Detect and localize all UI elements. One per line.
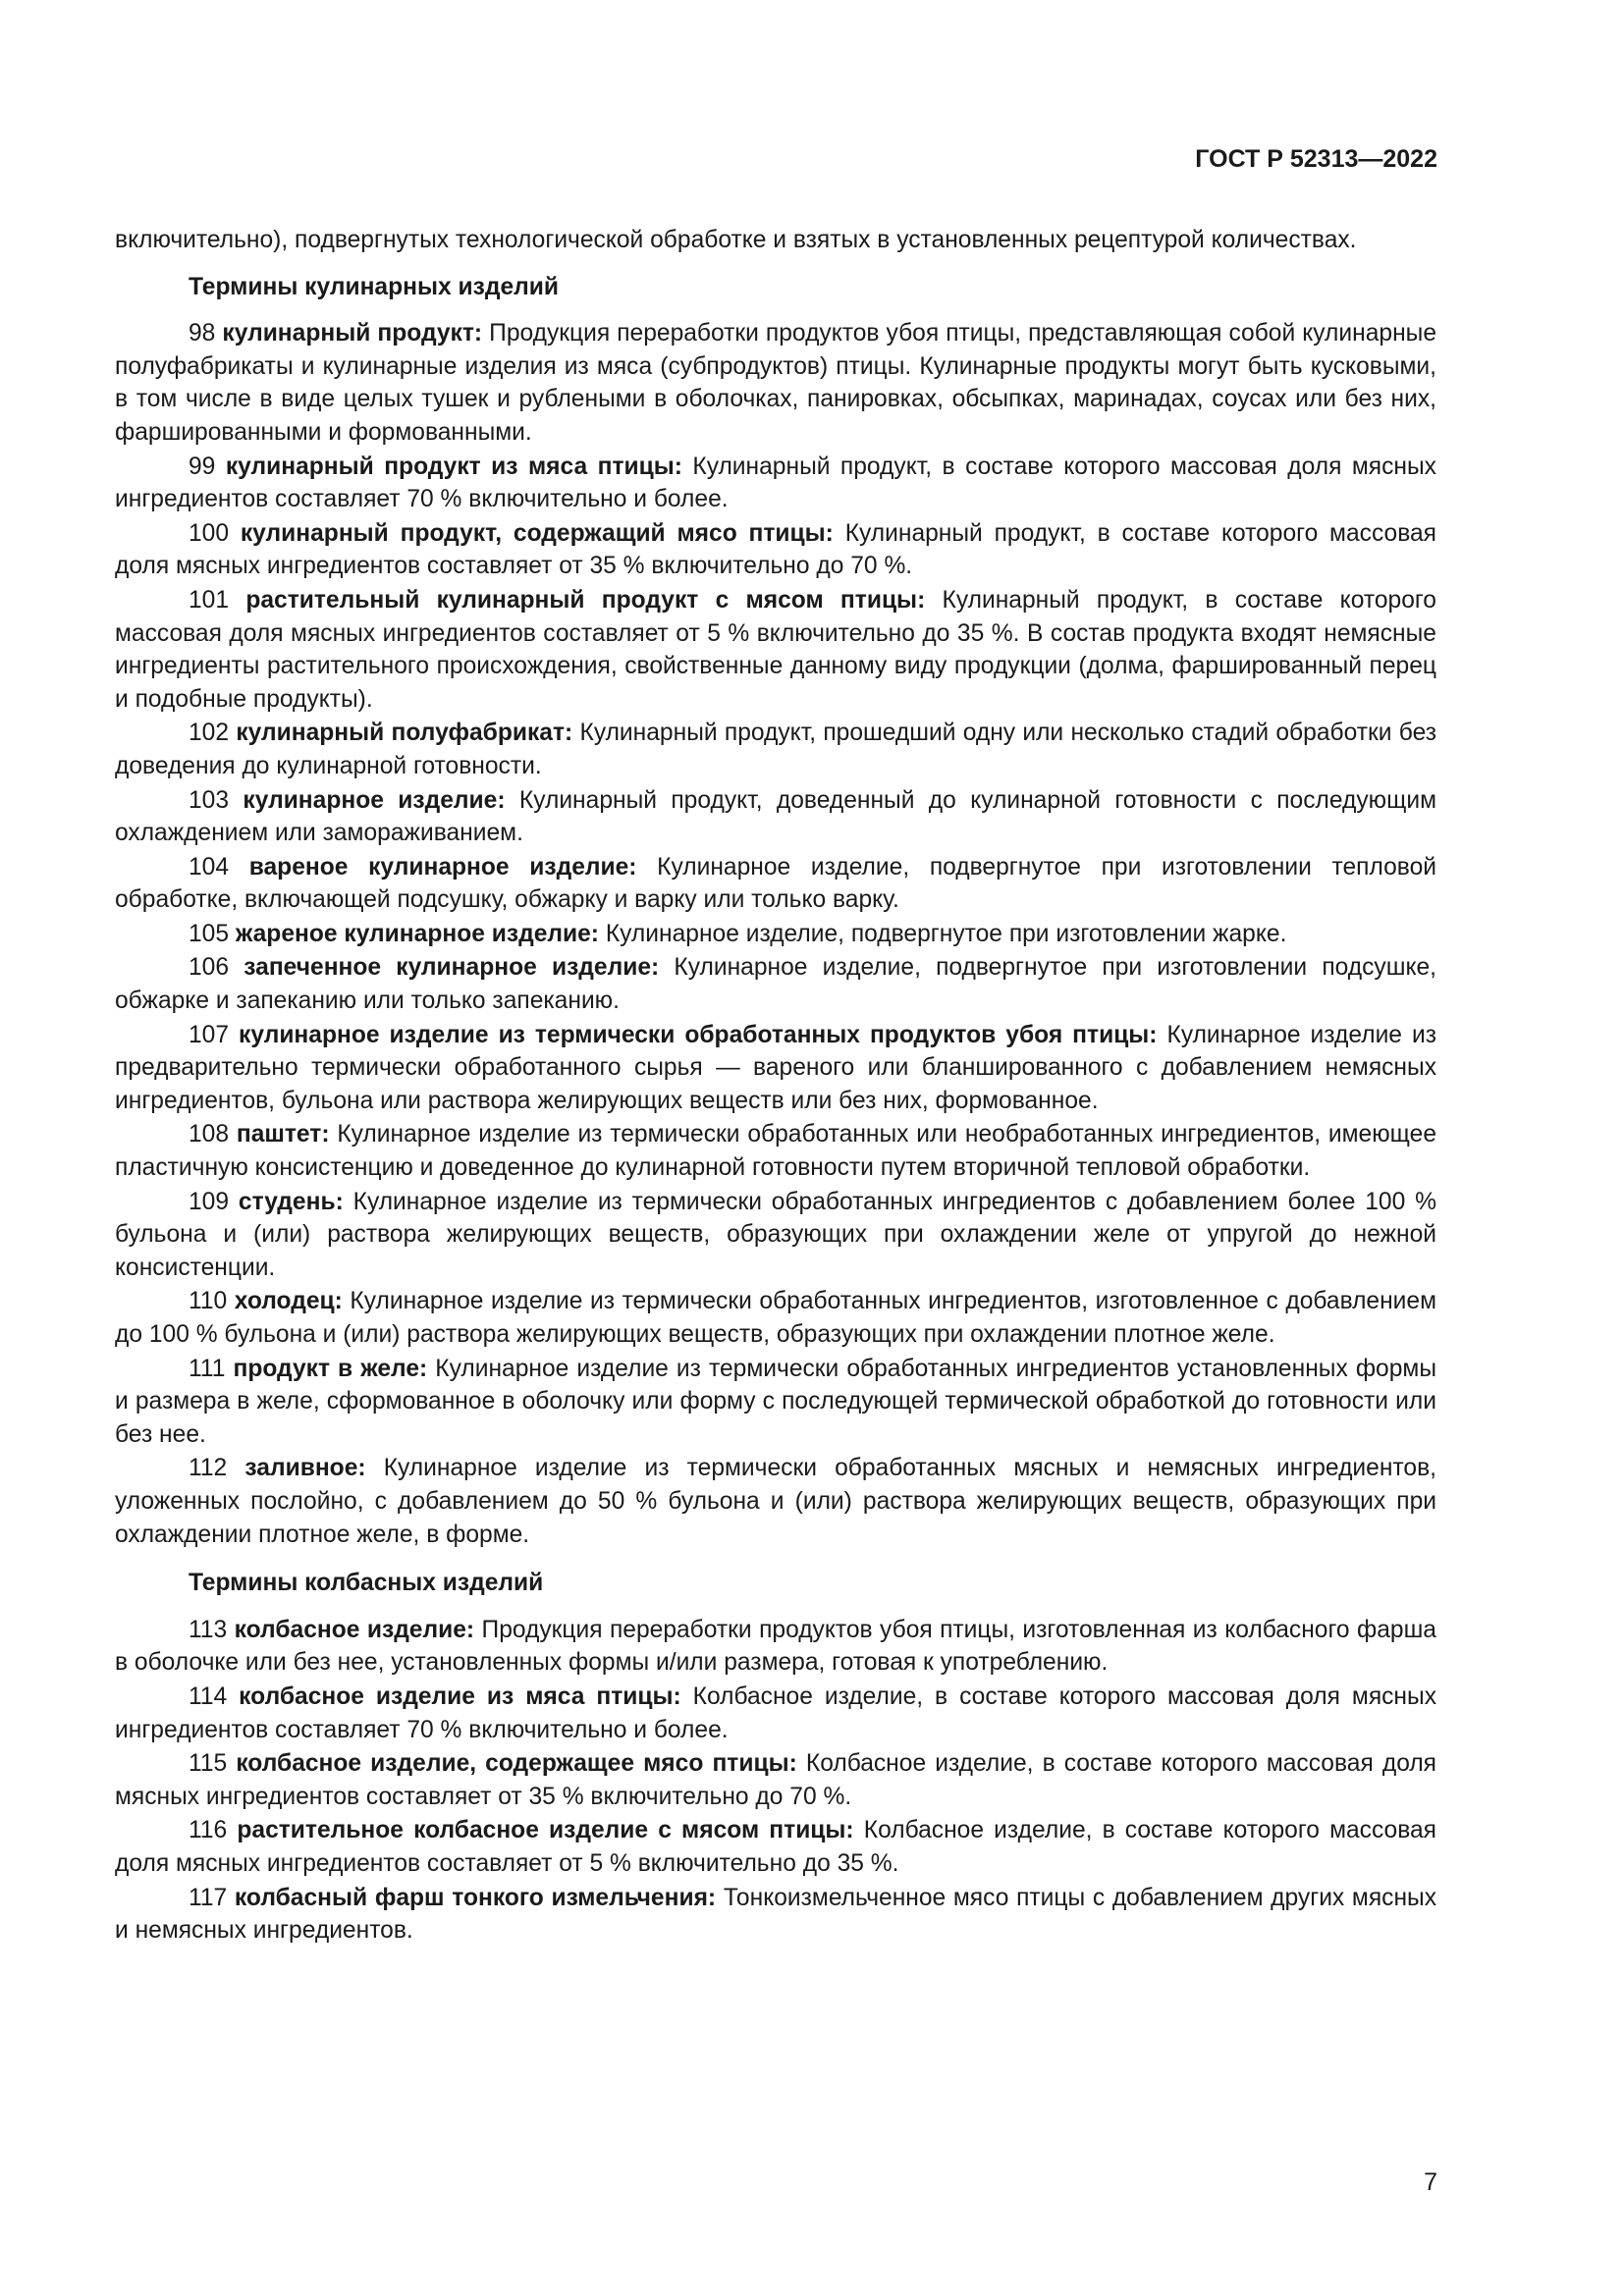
term-entry	[115, 451, 1436, 516]
intro-paragraph: включительно), подвергнутых технологической обработке и взятых в установленных рецептурой количествах.	[115, 227, 1357, 253]
section-heading: Термины колбасных изделий	[189, 1570, 544, 1597]
term-number: 115	[189, 1750, 228, 1778]
term-number: 114	[189, 1682, 228, 1710]
term-name: колбасное изделие:	[234, 1616, 475, 1643]
term-name: вареное кулинарное изделие:	[248, 853, 637, 881]
term-definition: Кулинарный продукт, доведенный до кулинарной готовности с последующим охлаждением или замораживанием.	[115, 786, 1436, 847]
term-number: 99	[189, 453, 216, 480]
term-definition: Кулинарное изделие из термически обработанных мясных и немясных ингредиентов, уложенных послойно, с добавлением до 50 % бульона и (или) раствора желирующих веществ, образующих при охлаждении плотное желе, в форме.	[115, 1455, 1436, 1548]
term-name: холодец:	[234, 1288, 343, 1315]
term-entry	[115, 1747, 1436, 1813]
term-name: колбасное изделие из мяса птицы:	[239, 1682, 681, 1710]
term-definition: Продукция переработки продуктов убоя птицы, представляющая собой кулинарные полуфабрикаты и кулинарные изделия из мяса (субпродуктов) птицы. Кулинарные продукты могут быть кусковыми, в том числе в виде целых тушек и рублеными в оболочках, панировках, обсыпках, маринадах, соусах или без них, фаршированными и формованными.	[115, 320, 1437, 446]
term-definition: Кулинарное изделие из термически обработанных ингредиентов, изготовленное с добавлением до 100 % бульона и (или) раствора желирующих веществ, образующих при охлаждении плотное желе.	[115, 1288, 1437, 1348]
term-name: кулинарное изделие:	[243, 786, 506, 814]
section-heading: Термины кулинарных изделий	[189, 273, 559, 300]
term-number: 98	[189, 320, 216, 347]
term-entry	[115, 1614, 1436, 1680]
term-definition: Кулинарное изделие из термически обработанных ингредиентов установленных формы и размера в желе, сформованное в оболочку или форму с последующей термической обработкой до готовности или без нее.	[115, 1355, 1436, 1448]
term-definition: Кулинарный продукт, прошедший одну или несколько стадий обработки без доведения до кулинарной готовности.	[115, 720, 1436, 779]
term-name: кулинарный продукт:	[222, 320, 483, 347]
term-entry	[115, 951, 1436, 1017]
term-number: 112	[189, 1455, 228, 1482]
term-name: студень:	[238, 1188, 344, 1215]
term-definition: Кулинарное изделие, подвергнутое при изготовлении подсушке, обжарке и запеканию или только запеканию.	[115, 954, 1436, 1015]
term-number: 109	[189, 1188, 230, 1215]
term-number: 100	[189, 519, 230, 547]
document-code-header: ГОСТ Р 52313—2022	[1195, 145, 1437, 173]
term-entry	[115, 851, 1436, 917]
term-definition: Кулинарное изделие из термически обработанных или необработанных ингредиентов, имеющее пластичную консистенцию и доведенное до кулинарной готовности путем вторичной тепловой обработки.	[115, 1121, 1436, 1182]
term-definition: Кулинарный продукт, в составе которого массовая доля мясных ингредиентов составляет от 5 % включительно до 35 %. В состав продукта входят немясные ингредиенты растительного происхождения, свойственные данному виду продукции (долма, фаршированный перец и подобные продукты).	[115, 586, 1436, 713]
term-definition: Кулинарный продукт, в составе которого массовая доля мясных ингредиентов составляет от 35 % включительно до 70 %.	[115, 519, 1436, 580]
term-number: 101	[189, 586, 230, 614]
term-name: колбасное изделие, содержащее мясо птицы:	[236, 1750, 797, 1778]
term-definition: Колбасное изделие, в составе которого массовая доля мясных ингредиентов составляет 70 % включительно и более.	[115, 1682, 1436, 1743]
term-name: паштет:	[236, 1121, 330, 1148]
term-definition: Продукция переработки продуктов убоя птицы, изготовленная из колбасного фарша в оболочке или без нее, установленных формы и/или размера, готовая к употреблению.	[115, 1616, 1436, 1677]
term-number: 102	[189, 720, 230, 747]
term-number: 111	[189, 1355, 226, 1382]
term-entry	[115, 1118, 1436, 1184]
term-number: 110	[189, 1288, 228, 1315]
term-name: кулинарный продукт, содержащий мясо птицы:	[240, 519, 834, 547]
term-entry	[115, 918, 1436, 951]
term-definition: Кулинарное изделие из термически обработанных ингредиентов с добавлением более 100 % бульона и (или) раствора желирующих веществ, образующих при охлаждении желе от упругой до нежной консистенции.	[115, 1188, 1436, 1281]
term-definition: Колбасное изделие, в составе которого массовая доля мясных ингредиентов составляет от 35 % включительно до 70 %.	[115, 1750, 1437, 1810]
term-number: 107	[189, 1021, 230, 1048]
term-entry	[115, 784, 1436, 850]
term-entry	[115, 717, 1436, 782]
term-entry	[115, 1882, 1436, 1948]
term-name: запеченное кулинарное изделие:	[244, 954, 660, 982]
term-entry	[115, 1353, 1436, 1452]
term-entry	[115, 1452, 1436, 1551]
document-body	[115, 224, 1436, 1949]
term-number: 103	[189, 786, 230, 814]
term-number: 105	[189, 920, 230, 947]
term-definition: Кулинарный продукт, в составе которого массовая доля мясных ингредиентов составляет 70 % включительно и более.	[115, 453, 1436, 513]
term-entry	[115, 517, 1436, 583]
term-definition: Тонкоизмельченное мясо птицы с добавлением других мясных и немясных ингредиентов.	[115, 1884, 1436, 1945]
term-entry	[115, 1285, 1436, 1351]
term-entry	[115, 1186, 1436, 1285]
term-name: растительное колбасное изделие с мясом птицы:	[237, 1817, 854, 1844]
term-name: жареное кулинарное изделие:	[235, 920, 599, 947]
term-number: 104	[189, 853, 230, 881]
term-number: 108	[189, 1121, 230, 1148]
term-name: колбасный фарш тонкого измельчения:	[234, 1884, 717, 1911]
term-sections	[115, 271, 1436, 1948]
term-entry	[115, 1019, 1436, 1118]
term-number: 106	[189, 954, 230, 982]
term-definition: Кулинарное изделие из предварительно термически обработанного сырья — вареного или бланшированного с добавлением немясных ингредиентов, бульона или раствора желирующих веществ или без них, формованное.	[115, 1021, 1436, 1114]
term-definition: Кулинарное изделие, подвергнутое при изготовлении тепловой обработке, включающей подсушку, обжарку и варку или только варку.	[115, 853, 1436, 914]
term-number: 113	[189, 1616, 228, 1643]
page-number: 7	[1424, 2168, 1437, 2196]
term-entry	[115, 1681, 1436, 1746]
term-entry	[115, 317, 1436, 449]
term-entry	[115, 1814, 1436, 1880]
term-entry	[115, 584, 1436, 716]
term-name: кулинарный продукт из мяса птицы:	[225, 453, 682, 480]
term-name: растительный кулинарный продукт с мясом птицы:	[245, 586, 926, 614]
term-name: продукт в желе:	[233, 1355, 428, 1382]
term-name: заливное:	[244, 1455, 366, 1482]
term-name: кулинарный полуфабрикат:	[236, 720, 573, 747]
term-number: 117	[189, 1884, 228, 1911]
term-number: 116	[189, 1817, 228, 1844]
term-definition: Колбасное изделие, в составе которого массовая доля мясных ингредиентов составляет от 5 % включительно до 35 %.	[115, 1817, 1436, 1877]
term-name: кулинарное изделие из термически обработанных продуктов убоя птицы:	[239, 1021, 1158, 1048]
term-definition: Кулинарное изделие, подвергнутое при изготовлении жарке.	[605, 920, 1287, 947]
